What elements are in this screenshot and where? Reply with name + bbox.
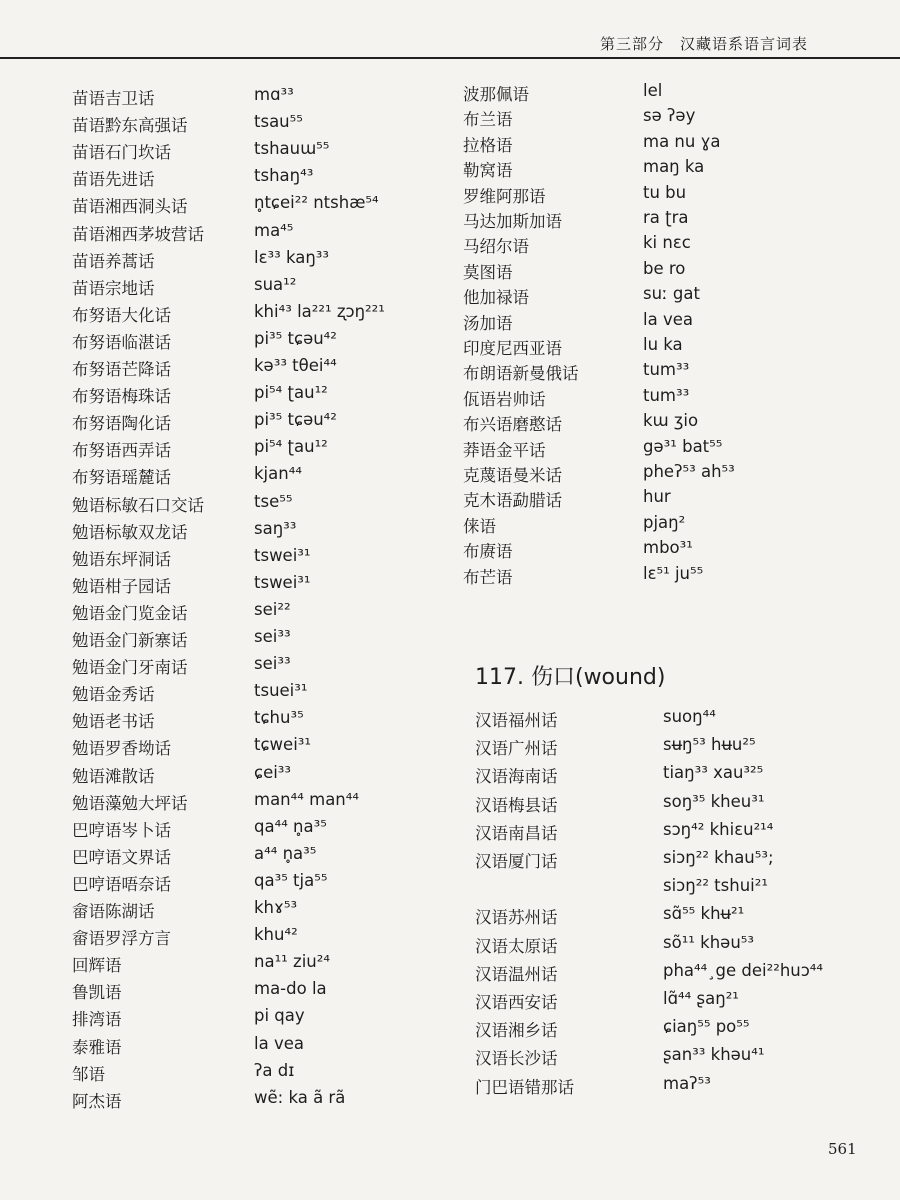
- section-heading: [475, 660, 665, 691]
- ipa-transcription: maʔ⁵³: [663, 1073, 711, 1093]
- ipa-transcription: maŋ ka: [643, 157, 705, 177]
- ipa-transcription: soŋ³⁵ kheu³¹: [663, 791, 765, 811]
- language-name: 马达加斯加语: [463, 212, 562, 231]
- language-name: 苗语黔东高强话: [72, 116, 188, 136]
- language-name: 巴哼语岑卜话: [72, 820, 171, 840]
- ipa-transcription: pi qay: [254, 1006, 305, 1026]
- language-name: 布兴语磨憨话: [463, 415, 562, 435]
- ipa-transcription: la vea: [254, 1033, 304, 1053]
- language-name: 勉语金门牙南话: [72, 658, 188, 678]
- language-name: 勉语标敏双龙话: [72, 522, 188, 542]
- ipa-transcription: sei³³: [254, 654, 291, 674]
- language-name: 拉格语: [463, 135, 513, 155]
- ipa-transcription: sɔŋ⁴² khiɛu²¹⁴: [663, 819, 774, 839]
- ipa-transcription: la vea: [643, 309, 693, 329]
- ipa-transcription: gə³¹ bat⁵⁵: [643, 436, 723, 456]
- language-name: 波那佩语: [463, 85, 529, 104]
- ipa-transcription: kɯ ʒio: [643, 411, 699, 431]
- language-name: 巴哼语唔奈话: [72, 874, 171, 894]
- language-name: 勉语金秀话: [72, 685, 155, 705]
- ipa-transcription: tum³³: [643, 360, 690, 380]
- language-name: 勉语金门览金话: [72, 603, 188, 623]
- language-name: 马绍尔语: [463, 237, 529, 257]
- ipa-transcription: mbo³¹: [643, 538, 693, 558]
- language-name: 克蔑语曼米话: [463, 466, 562, 485]
- language-name: 布努语陶化话: [72, 414, 171, 434]
- language-name: 勉语东坪洞话: [72, 549, 171, 569]
- ipa-transcription: lel: [643, 81, 663, 100]
- language-name: 勉语标敏石口交话: [72, 495, 204, 515]
- ipa-transcription: tu bu: [643, 182, 687, 202]
- language-name: 汉语太原话: [475, 936, 558, 956]
- language-name: 汉语湘乡话: [475, 1021, 558, 1041]
- language-name: 苗语先进话: [72, 170, 155, 190]
- language-name: 汉语海南话: [475, 767, 558, 787]
- language-name: 罗维阿那语: [463, 186, 546, 206]
- language-name: 印度尼西亚语: [463, 339, 562, 358]
- language-name: 布努语西弄话: [72, 441, 171, 461]
- ipa-transcription: wẽ: ka ã rã: [254, 1087, 346, 1107]
- language-name: 俫语: [463, 516, 496, 536]
- ipa-transcription: siɔŋ²² khau⁵³;: [663, 848, 774, 867]
- ipa-transcription: tsau⁵⁵: [254, 112, 303, 132]
- ipa-transcription: khɤ⁵³: [254, 898, 298, 917]
- ipa-transcription: tum³³: [643, 385, 690, 405]
- language-name: 汉语广州话: [475, 739, 558, 759]
- language-name: 鲁凯语: [72, 983, 122, 1003]
- ipa-transcription: saŋ³³: [254, 518, 297, 538]
- ipa-transcription: ʔa dɪ: [254, 1060, 295, 1080]
- language-name: 巴哼语文界话: [72, 847, 171, 867]
- ipa-transcription: sʉŋ⁵³ hʉu²⁵: [663, 735, 756, 755]
- ipa-transcription: lɑ̃⁴⁴ ʂaŋ²¹: [663, 989, 739, 1008]
- section-title: 伤口(wound): [530, 665, 666, 690]
- ipa-transcription: na¹¹ ziu²⁴: [254, 952, 330, 972]
- language-name: 汉语南昌话: [475, 823, 558, 843]
- language-name: 汉语长沙话: [475, 1049, 558, 1069]
- ipa-transcription: tse⁵⁵: [254, 491, 293, 511]
- ipa-transcription: pi³⁵ tɕəu⁴²: [254, 410, 337, 430]
- ipa-transcription: sõ¹¹ khəu⁵³: [663, 932, 755, 952]
- language-name: 汉语温州话: [475, 964, 558, 984]
- ipa-transcription: ma⁴⁵: [254, 220, 294, 240]
- language-name: 汉语苏州话: [475, 908, 558, 928]
- header-rule: [0, 57, 900, 59]
- ipa-transcription: tswei³¹: [254, 545, 311, 565]
- ipa-transcription: sɑ̃⁵⁵ khʉ²¹: [663, 904, 745, 924]
- ipa-transcription: qa⁴⁴ n̥a³⁵: [254, 816, 327, 836]
- language-name: 汉语福州话: [475, 711, 558, 730]
- language-name: 泰雅语: [72, 1037, 122, 1057]
- ipa-transcription: ɕiaŋ⁵⁵ po⁵⁵: [663, 1017, 750, 1037]
- running-header: 第三部分 汉藏语系语言词表: [599, 35, 808, 53]
- language-name: 门巴语错那话: [475, 1077, 574, 1097]
- language-name: 他加禄语: [463, 288, 529, 308]
- ipa-transcription: n̥tɕei²² ntshæ⁵⁴: [254, 193, 379, 213]
- ipa-transcription: sei³³: [254, 627, 291, 646]
- ipa-transcription: be ro: [643, 258, 686, 278]
- page-number: 561: [828, 1140, 857, 1158]
- ipa-transcription: ra ʈra: [643, 208, 689, 227]
- ipa-transcription: lɛ⁵¹ ju⁵⁵: [643, 563, 704, 583]
- ipa-transcription: tiaŋ³³ xau³²⁵: [663, 763, 764, 783]
- ipa-transcription: khi⁴³ la²²¹ ʐɔŋ²²¹: [254, 301, 385, 321]
- ipa-transcription: qa³⁵ tja⁵⁵: [254, 870, 328, 890]
- ipa-transcription: mɑ³³: [254, 85, 294, 104]
- language-name: 勉语藻勉大坪话: [72, 793, 188, 813]
- ipa-transcription: sə ʔəy: [643, 106, 696, 126]
- ipa-transcription: pi⁵⁴ ʈau¹²: [254, 437, 328, 457]
- section-number: 117.: [475, 665, 524, 690]
- ipa-transcription: pheʔ⁵³ ah⁵³: [643, 462, 735, 481]
- ipa-transcription: tɕhu³⁵: [254, 708, 304, 728]
- language-name: 汉语梅县话: [475, 795, 558, 815]
- ipa-transcription: kə³³ tθei⁴⁴: [254, 356, 337, 375]
- ipa-transcription: khu⁴²: [254, 925, 298, 945]
- language-name: 布努语临湛话: [72, 332, 171, 352]
- ipa-transcription: hur: [643, 487, 671, 507]
- ipa-transcription: man⁴⁴ man⁴⁴: [254, 789, 359, 809]
- ipa-transcription: tshauɯ⁵⁵: [254, 139, 330, 159]
- language-name: 苗语养蒿话: [72, 251, 155, 271]
- ipa-transcription: ma nu ɣa: [643, 131, 721, 151]
- ipa-transcription: lɛ³³ kaŋ³³: [254, 247, 330, 267]
- ipa-transcription: pjaŋ²: [643, 512, 686, 532]
- ipa-transcription: ki nɛc: [643, 233, 691, 253]
- ipa-transcription: a⁴⁴ n̥a³⁵: [254, 843, 317, 863]
- ipa-transcription: tswei³¹: [254, 572, 311, 592]
- language-name: 勉语柑子园话: [72, 576, 171, 596]
- language-name: 苗语湘西洞头话: [72, 197, 188, 217]
- language-name: 汉语厦门话: [475, 852, 558, 871]
- language-name: 排湾语: [72, 1010, 122, 1030]
- language-name: 苗语吉卫话: [72, 89, 155, 108]
- ipa-transcription: ɕei³³: [254, 762, 292, 782]
- ipa-transcription: ʂan³³ khəu⁴¹: [663, 1045, 765, 1065]
- ipa-transcription: tsuei³¹: [254, 681, 308, 701]
- language-name: 邹语: [72, 1064, 105, 1084]
- ipa-transcription: tshaŋ⁴³: [254, 166, 314, 186]
- ipa-transcription: suoŋ⁴⁴: [663, 707, 716, 726]
- language-name: 汉语西安话: [475, 993, 558, 1012]
- language-name: 勒窝语: [463, 161, 513, 181]
- language-name: 布努语大化话: [72, 305, 171, 325]
- ipa-transcription: ma-do la: [254, 979, 327, 999]
- language-name: 布赓语: [463, 542, 513, 562]
- language-name: 回辉语: [72, 956, 122, 976]
- language-name: 苗语宗地话: [72, 278, 155, 298]
- language-name: 勉语老书话: [72, 712, 155, 732]
- language-name: 布努语梅珠话: [72, 387, 171, 407]
- language-name: 勉语金门新寨话: [72, 631, 188, 650]
- ipa-transcription: suː gat: [643, 284, 700, 304]
- language-name: 畲语陈湖话: [72, 902, 155, 921]
- ipa-transcription: lu ka: [643, 335, 683, 354]
- language-name: 苗语石门坎话: [72, 143, 171, 163]
- ipa-transcription: siɔŋ²² tshui²¹: [663, 876, 768, 896]
- ipa-transcription: sua¹²: [254, 274, 297, 294]
- ipa-transcription: sei²²: [254, 599, 291, 619]
- language-name: 勉语罗香坳话: [72, 739, 171, 759]
- language-name: 阿杰语: [72, 1091, 122, 1111]
- language-name: 佤语岩帅话: [463, 389, 546, 409]
- language-name: 布努语瑶麓话: [72, 468, 171, 488]
- ipa-transcription: kjan⁴⁴: [254, 464, 302, 484]
- ipa-transcription: pi³⁵ tɕəu⁴²: [254, 328, 337, 348]
- language-name: 布努语芒降话: [72, 360, 171, 379]
- language-name: 莫图语: [463, 262, 513, 282]
- language-name: 汤加语: [463, 313, 513, 333]
- language-name: 克木语勐腊话: [463, 491, 562, 511]
- language-name: 勉语滩散话: [72, 766, 155, 786]
- language-name: 布兰语: [463, 110, 513, 130]
- language-name: 莽语金平话: [463, 440, 546, 460]
- language-name: 苗语湘西茅坡营话: [72, 224, 204, 244]
- language-name: 布朗语新曼俄话: [463, 364, 579, 384]
- language-name: 布芒语: [463, 567, 513, 587]
- ipa-transcription: tɕwei³¹: [254, 735, 312, 755]
- ipa-transcription: pha⁴⁴¸ge dei²²huɔ⁴⁴: [663, 960, 824, 980]
- language-name: 畲语罗浮方言: [72, 929, 171, 949]
- ipa-transcription: pi⁵⁴ ʈau¹²: [254, 383, 328, 403]
